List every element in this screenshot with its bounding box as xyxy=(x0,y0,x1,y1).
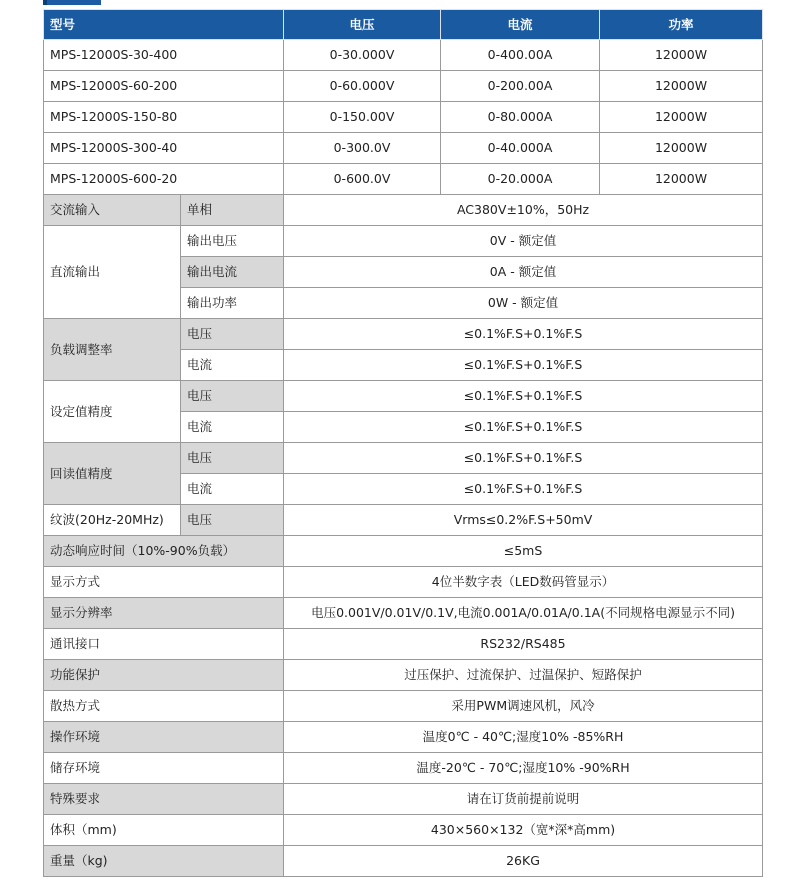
model-name: MPS-12000S-150-80 xyxy=(44,102,284,133)
spec-sublabel: 电压 xyxy=(181,319,284,350)
model-power: 12000W xyxy=(600,71,763,102)
spec-value: ≤0.1%F.S+0.1%F.S xyxy=(284,319,763,350)
spec-label: 重量（kg) xyxy=(44,846,284,877)
spec-row-general xyxy=(44,815,763,846)
spec-row-general xyxy=(44,722,763,753)
model-voltage: 0-150.00V xyxy=(284,102,441,133)
spec-sublabel: 电流 xyxy=(181,412,284,443)
model-name: MPS-12000S-30-400 xyxy=(44,40,284,71)
header-model: 型号 xyxy=(44,10,284,40)
spec-value: 过压保护、过流保护、过温保护、短路保护 xyxy=(284,660,763,691)
spec-label: 直流输出 xyxy=(44,226,181,319)
spec-label: 功能保护 xyxy=(44,660,284,691)
spec-row-general xyxy=(44,598,763,629)
model-voltage: 0-600.0V xyxy=(284,164,441,195)
model-row xyxy=(44,164,763,195)
spec-value: ≤5mS xyxy=(284,536,763,567)
section-tab-marker xyxy=(43,0,47,5)
spec-label: 体积（mm) xyxy=(44,815,284,846)
spec-value: Vrms≤0.2%F.S+50mV xyxy=(284,505,763,536)
spec-sublabel: 电压 xyxy=(181,505,284,536)
spec-row-dc-output xyxy=(44,226,763,257)
model-name: MPS-12000S-600-20 xyxy=(44,164,284,195)
spec-value: 0W - 额定值 xyxy=(284,288,763,319)
spec-row-general xyxy=(44,629,763,660)
spec-label: 设定值精度 xyxy=(44,381,181,443)
spec-sublabel: 输出电流 xyxy=(181,257,284,288)
spec-row-general xyxy=(44,753,763,784)
header-current: 电流 xyxy=(441,10,600,40)
model-power: 12000W xyxy=(600,40,763,71)
spec-sublabel: 输出电压 xyxy=(181,226,284,257)
spec-value: RS232/RS485 xyxy=(284,629,763,660)
spec-value: ≤0.1%F.S+0.1%F.S xyxy=(284,443,763,474)
spec-value: ≤0.1%F.S+0.1%F.S xyxy=(284,412,763,443)
section-tab xyxy=(43,0,101,5)
spec-row-general xyxy=(44,536,763,567)
spec-value: ≤0.1%F.S+0.1%F.S xyxy=(284,381,763,412)
spec-sublabel: 电流 xyxy=(181,350,284,381)
model-row xyxy=(44,102,763,133)
model-current: 0-20.000A xyxy=(441,164,600,195)
spec-row-general xyxy=(44,691,763,722)
header-power: 功率 xyxy=(600,10,763,40)
spec-label: 动态响应时间（10%-90%负载） xyxy=(44,536,284,567)
spec-row-ac-input xyxy=(44,195,763,226)
spec-value: 温度0℃ - 40℃;湿度10% -85%RH xyxy=(284,722,763,753)
spec-row-general xyxy=(44,567,763,598)
spec-value: 温度-20℃ - 70℃;湿度10% -90%RH xyxy=(284,753,763,784)
spec-value: ≤0.1%F.S+0.1%F.S xyxy=(284,474,763,505)
spec-row-setpoint-accuracy xyxy=(44,381,763,412)
spec-value: 电压0.001V/0.01V/0.1V,电流0.001A/0.01A/0.1A(不同规格电源显示不同) xyxy=(284,598,763,629)
model-row xyxy=(44,71,763,102)
model-power: 12000W xyxy=(600,133,763,164)
spec-label: 显示分辨率 xyxy=(44,598,284,629)
model-power: 12000W xyxy=(600,164,763,195)
spec-value: 请在订货前提前说明 xyxy=(284,784,763,815)
spec-row-general xyxy=(44,784,763,815)
spec-row-readback-accuracy xyxy=(44,443,763,474)
model-current: 0-80.000A xyxy=(441,102,600,133)
spec-value: ≤0.1%F.S+0.1%F.S xyxy=(284,350,763,381)
spec-label: 特殊要求 xyxy=(44,784,284,815)
model-row xyxy=(44,40,763,71)
spec-value: 0A - 额定值 xyxy=(284,257,763,288)
spec-sublabel: 单相 xyxy=(181,195,284,226)
spec-sublabel: 电流 xyxy=(181,474,284,505)
spec-label: 散热方式 xyxy=(44,691,284,722)
spec-label: 通讯接口 xyxy=(44,629,284,660)
spec-table xyxy=(43,9,763,877)
model-voltage: 0-300.0V xyxy=(284,133,441,164)
spec-label: 操作环境 xyxy=(44,722,284,753)
spec-label: 纹波(20Hz-20MHz) xyxy=(44,505,181,536)
spec-sublabel: 电压 xyxy=(181,381,284,412)
spec-sublabel: 电压 xyxy=(181,443,284,474)
model-current: 0-200.00A xyxy=(441,71,600,102)
model-voltage: 0-30.000V xyxy=(284,40,441,71)
spec-value: 采用PWM调速风机，风冷 xyxy=(284,691,763,722)
spec-label: 显示方式 xyxy=(44,567,284,598)
spec-label: 储存环境 xyxy=(44,753,284,784)
spec-sublabel: 输出功率 xyxy=(181,288,284,319)
model-current: 0-40.000A xyxy=(441,133,600,164)
spec-row-general xyxy=(44,846,763,877)
spec-label: 负载调整率 xyxy=(44,319,181,381)
spec-label: 回读值精度 xyxy=(44,443,181,505)
header-voltage: 电压 xyxy=(284,10,441,40)
model-current: 0-400.00A xyxy=(441,40,600,71)
spec-value: 26KG xyxy=(284,846,763,877)
spec-label: 交流输入 xyxy=(44,195,181,226)
model-power: 12000W xyxy=(600,102,763,133)
model-name: MPS-12000S-60-200 xyxy=(44,71,284,102)
model-name: MPS-12000S-300-40 xyxy=(44,133,284,164)
model-voltage: 0-60.000V xyxy=(284,71,441,102)
spec-value: 430×560×132（宽*深*高mm) xyxy=(284,815,763,846)
spec-value: AC380V±10%，50Hz xyxy=(284,195,763,226)
spec-value: 0V - 额定值 xyxy=(284,226,763,257)
spec-row-ripple xyxy=(44,505,763,536)
spec-row-load-regulation xyxy=(44,319,763,350)
spec-value: 4位半数字表（LED数码管显示） xyxy=(284,567,763,598)
spec-row-general xyxy=(44,660,763,691)
table-header-row xyxy=(44,10,763,40)
model-row xyxy=(44,133,763,164)
